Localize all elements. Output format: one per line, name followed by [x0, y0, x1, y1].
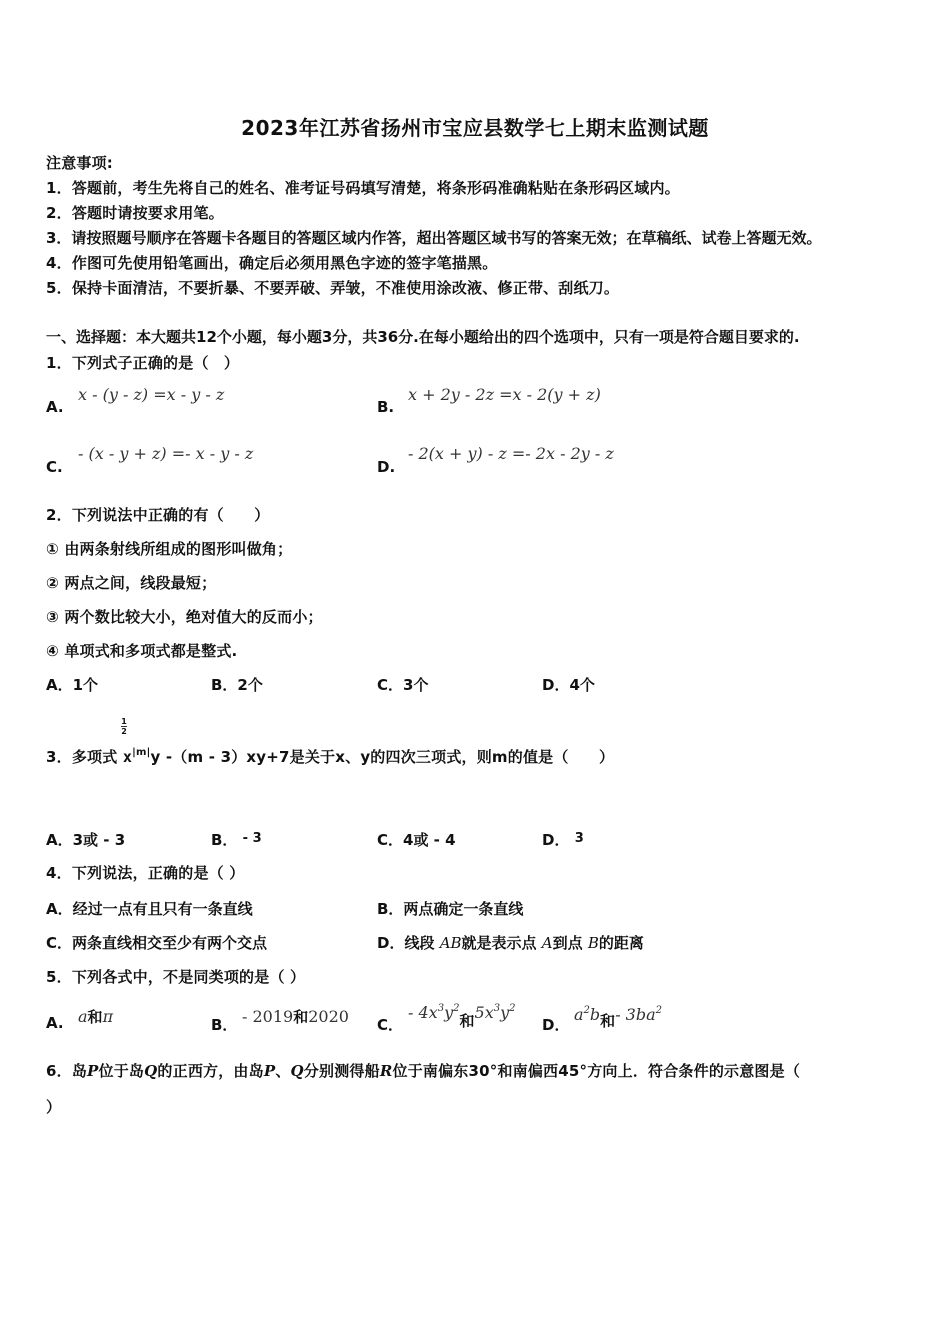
q5-label-a: A.: [46, 1014, 64, 1032]
q3-option-d-value: 3: [574, 831, 584, 846]
q6-sep: 、: [275, 1062, 291, 1080]
q5-stem: 5．下列各式中，不是同类项的是（ ）: [46, 968, 306, 986]
q2-option-c: C．3个: [377, 676, 429, 694]
q5-b-and: 和: [293, 1008, 309, 1026]
q5-c-term2b: y: [500, 1003, 510, 1022]
q5-label-b: B．: [211, 1016, 238, 1034]
q5-c-and: 和: [459, 1012, 475, 1030]
q3-option-c: C．4或 - 4: [377, 831, 456, 849]
q3-x: x: [122, 748, 133, 766]
q3-option-b-value: - 3: [242, 831, 262, 846]
q1-label-d: D.: [377, 458, 396, 476]
q6-part2: 位于岛: [98, 1062, 145, 1080]
q4-option-d-pre: D．线段: [377, 934, 435, 952]
q4-option-d-a: A: [541, 934, 553, 952]
q4-option-a: A．经过一点有且只有一条直线: [46, 900, 253, 918]
q4-stem: 4．下列说法，正确的是（ ）: [46, 864, 245, 882]
q5-label-d: D．: [542, 1016, 570, 1034]
q6-island-p: P: [87, 1062, 99, 1080]
q2-option-b: B．2个: [211, 676, 263, 694]
q2-stem: 2．下列说法中正确的有（ ）: [46, 506, 270, 524]
q4-option-d-ab: AB: [439, 934, 462, 952]
q6-island-p-2: P: [263, 1062, 276, 1080]
q3-fraction-numerator: 1: [121, 717, 127, 726]
q4-option-d-end: 的距离: [598, 934, 644, 952]
note-item-5: 5．保持卡面清洁，不要折暴、不要弄破、弄皱，不准使用涂改液、修正带、刮纸刀。: [46, 279, 620, 297]
q5-c-exp4: 2: [509, 1003, 516, 1014]
q5-b-term2: 2020: [308, 1007, 349, 1026]
q5-d-term2: - 3ba: [615, 1005, 656, 1024]
q2-option-a: A．1个: [46, 676, 99, 694]
q4-option-b: B．两点确定一条直线: [377, 900, 524, 918]
q3-stem: [46, 746, 614, 767]
note-item-1: 1．答题前，考生先将自己的姓名、准考证号码填写清楚，将条形码准确粘贴在条形码区域内。: [46, 179, 680, 197]
q5-c-exp2: 2: [453, 1003, 460, 1014]
q3-fraction-denominator: 2: [121, 727, 127, 736]
q5-d-term1b: b: [589, 1005, 601, 1024]
q3-option-b: [211, 829, 262, 850]
note-item-3: 3．请按照题号顺序在答题卡各题目的答题区域内作答，超出答题区域书写的答案无效；在草稿纸、试卷上答题无效。: [46, 229, 822, 247]
q1-expr-b: x + 2y - 2z =x - 2(y + z): [408, 385, 601, 404]
q3-prefix: 3．多项式: [46, 748, 118, 766]
q1-label-c: C.: [46, 458, 63, 476]
q1-expr-a: x - (y - z) =x - y - z: [78, 385, 225, 404]
q3-rest: y -（m - 3）xy+7是关于x、y的四次三项式，则m的值是（ ）: [150, 748, 615, 766]
q3-fraction: [120, 717, 128, 736]
q5-option-d: [574, 1004, 663, 1030]
q3-option-d-label: D．: [542, 831, 570, 849]
page-title: 2023年江苏省扬州市宝应县数学七上期末监测试题: [241, 116, 709, 140]
q5-c-term1b: y: [444, 1003, 454, 1022]
q1-label-a: A.: [46, 398, 64, 416]
q5-option-b: [242, 1006, 349, 1027]
q2-statement-1: ① 由两条射线所组成的图形叫做角；: [46, 540, 293, 558]
section-heading: 一、选择题：本大题共12个小题，每小题3分，共36分.在每小题给出的四个选项中，只有一项是符合题目要求的.: [46, 328, 800, 346]
q5-d-term1: a: [574, 1005, 584, 1024]
q1-expr-c: - (x - y + z) =- x - y - z: [78, 444, 254, 463]
q6-close-paren: ）: [46, 1098, 62, 1116]
q1-stem: 1．下列式子正确的是（ ）: [46, 354, 240, 372]
q3-exponent: |m|: [132, 747, 151, 758]
q5-c-term1: - 4x: [408, 1003, 438, 1022]
q6-island-q-2: Q: [290, 1062, 304, 1080]
q5-d-and: 和: [600, 1012, 616, 1030]
q3-option-a: A．3或 - 3: [46, 831, 126, 849]
q6-part3: 的正西方，由岛: [157, 1062, 264, 1080]
q6-part5: 位于南偏东30°和南偏西45°方向上．符合条件的示意图是（: [392, 1062, 801, 1080]
q4-option-d: [377, 932, 644, 953]
q2-option-d: D．4个: [542, 676, 595, 694]
q3-option-d: [542, 829, 584, 850]
q5-label-c: C．: [377, 1016, 404, 1034]
note-item-4: 4．作图可先使用铅笔画出，确定后必须用黑色字迹的签字笔描黑。: [46, 254, 498, 272]
q5-d-exp2: 2: [655, 1005, 663, 1016]
q5-c-exp1: 3: [437, 1003, 445, 1014]
q2-statement-3: ③ 两个数比较大小，绝对值大的反而小；: [46, 608, 323, 626]
q4-option-c: C．两条直线相交至少有两个交点: [46, 934, 268, 952]
q4-option-d-b: B: [587, 934, 599, 952]
q1-label-b: B.: [377, 398, 395, 416]
note-item-2: 2．答题时请按要求用笔。: [46, 204, 224, 222]
q1-expr-d: - 2(x + y) - z =- 2x - 2y - z: [408, 444, 614, 463]
q5-c-exp3: 3: [493, 1003, 501, 1014]
q4-option-d-mid: 就是表示点: [461, 934, 537, 952]
q3-option-b-label: B．: [211, 831, 238, 849]
q5-b-term1: - 2019: [242, 1007, 294, 1026]
q5-a-and: 和: [87, 1008, 103, 1026]
q6-part4: 分别测得船: [303, 1062, 380, 1080]
q2-statement-2: ② 两点之间，线段最短；: [46, 574, 217, 592]
q4-option-d-to: 到点: [552, 934, 583, 952]
q5-a-term2: π: [102, 1007, 114, 1026]
q6-island-q: Q: [144, 1062, 158, 1080]
q5-c-term2: 5x: [474, 1003, 494, 1022]
q5-option-a: [78, 1006, 113, 1027]
q6-ship-r: R: [379, 1062, 393, 1080]
q5-d-exp1: 2: [583, 1005, 590, 1016]
q2-statement-4: ④ 单项式和多项式都是整式.: [46, 642, 238, 660]
q6-part1: 6．岛: [46, 1062, 88, 1080]
q5-option-c: [408, 1002, 516, 1030]
q5-a-term1: a: [78, 1007, 88, 1026]
notes-heading: 注意事项:: [46, 154, 113, 172]
q6-stem: [46, 1060, 800, 1081]
